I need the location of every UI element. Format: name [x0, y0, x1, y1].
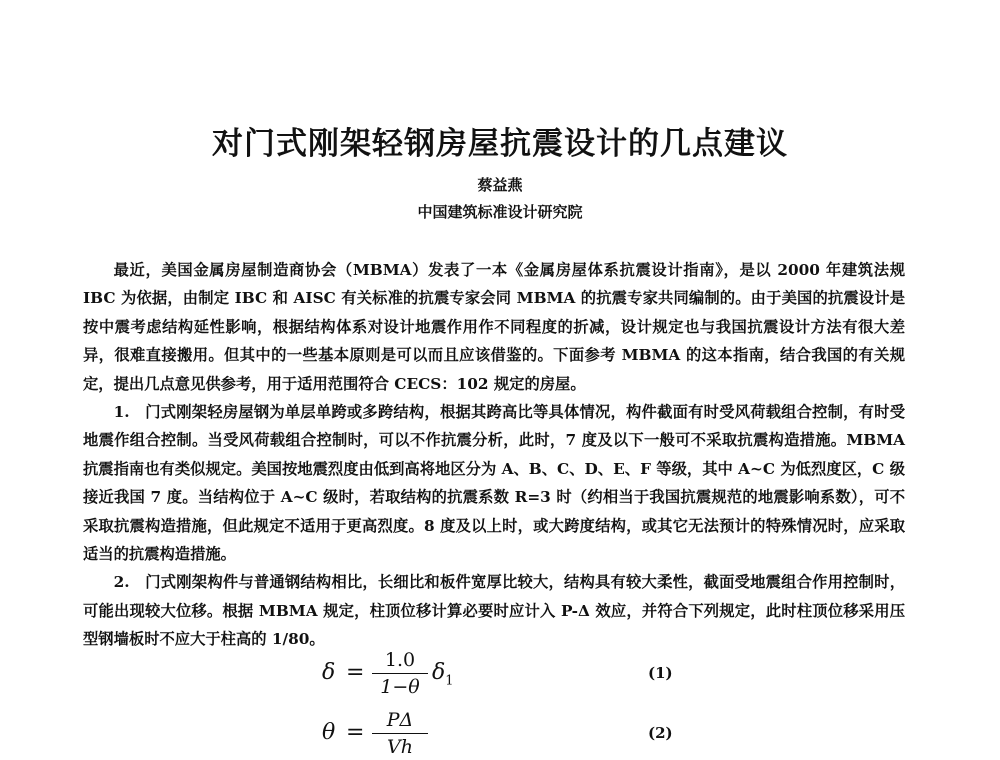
paper-title: 对门式刚架轻钢房屋抗震设计的几点建议: [212, 126, 788, 162]
paragraph-intro: 最近，美国金属房屋制造商协会（MBMA）发表了一本《金属房屋体系抗震设计指南》，是以 2000 年建筑法规 IBC 为依据，由制定 IBC 和 AISC 有关标准的抗震专家会同 MBMA 的抗震专家共同编制的。由于美国的抗震设计是按中震考虑结构延性影响，根据结构体系对设计地震作用作不同程度的折减，设计规定也与我国抗震设计方法有很大差异，很难直接搬用。但其中的一些基本原则是可以而且应该借鉴的。下面参考 MBMA 的这本指南，结合我国的有关规定，提出几点意见供参考，用于适用范围符合 CECS：102 规定的房屋。: [83, 261, 905, 393]
equals-sign: =: [346, 660, 365, 685]
equation-1-lhs: δ: [322, 660, 336, 685]
equation-1: [300, 648, 720, 700]
paragraph-item-2: 2. 门式刚架构件与普通钢结构相比，长细比和板件宽厚比较大，结构具有较大柔性，截面受地震组合作用控制时，可能出现较大位移。根据 MBMA 规定，柱顶位移计算必要时应计入 P-Δ 效应，并符合下列规定，此时柱顶位移采用压型钢墙板时不应大于柱高的 1/80。: [83, 573, 905, 649]
equation-1-subscript: 1: [445, 673, 454, 689]
equation-2-lhs: θ: [322, 720, 336, 745]
equation-1-rest-symbol: δ: [432, 660, 446, 685]
equation-1-number: (1): [648, 664, 673, 682]
fraction-bar: [372, 733, 428, 734]
equation-1-numerator: 1.0: [384, 649, 416, 671]
body-text: [83, 256, 905, 654]
author-name: 蔡益燕: [477, 176, 523, 194]
paragraph-item-1: 1. 门式刚架轻房屋钢为单层单跨或多跨结构，根据其跨高比等具体情况，构件截面有时受风荷载组合控制，有时受地震作组合控制。当受风荷载组合控制时，可以不作抗震分析，此时，7 度及以下一般可不采取抗震构造措施。MBMA 抗震指南也有类似规定。美国按地震烈度由低到高将地区分为 A、B、C、D、E、F 等级，其中 A~C 为低烈度区，C 级接近我国 7 度。当结构位于 A~C 级时，若取结构的抗震系数 R=3 时（约相当于我国抗震规范的地震影响系数），可不采取抗震构造措施，但此规定不适用于更高烈度。8 度及以上时，或大跨度结构，或其它无法预计的特殊情况时，应采取适当的抗震构造措施。: [83, 403, 905, 564]
equation-2-numerator: PΔ: [386, 709, 414, 731]
affiliation: 中国建筑标准设计研究院: [417, 203, 583, 221]
equation-1-fraction: [372, 648, 428, 699]
equation-2-denominator: Vh: [387, 736, 413, 758]
equals-sign: =: [346, 720, 365, 745]
equation-2-number: (2): [648, 724, 673, 742]
equation-1-rest: [432, 660, 454, 688]
equation-2: [300, 708, 720, 760]
equation-2-fraction: [372, 708, 428, 759]
equation-1-denominator: 1−θ: [380, 676, 420, 698]
fraction-bar: [372, 673, 428, 674]
